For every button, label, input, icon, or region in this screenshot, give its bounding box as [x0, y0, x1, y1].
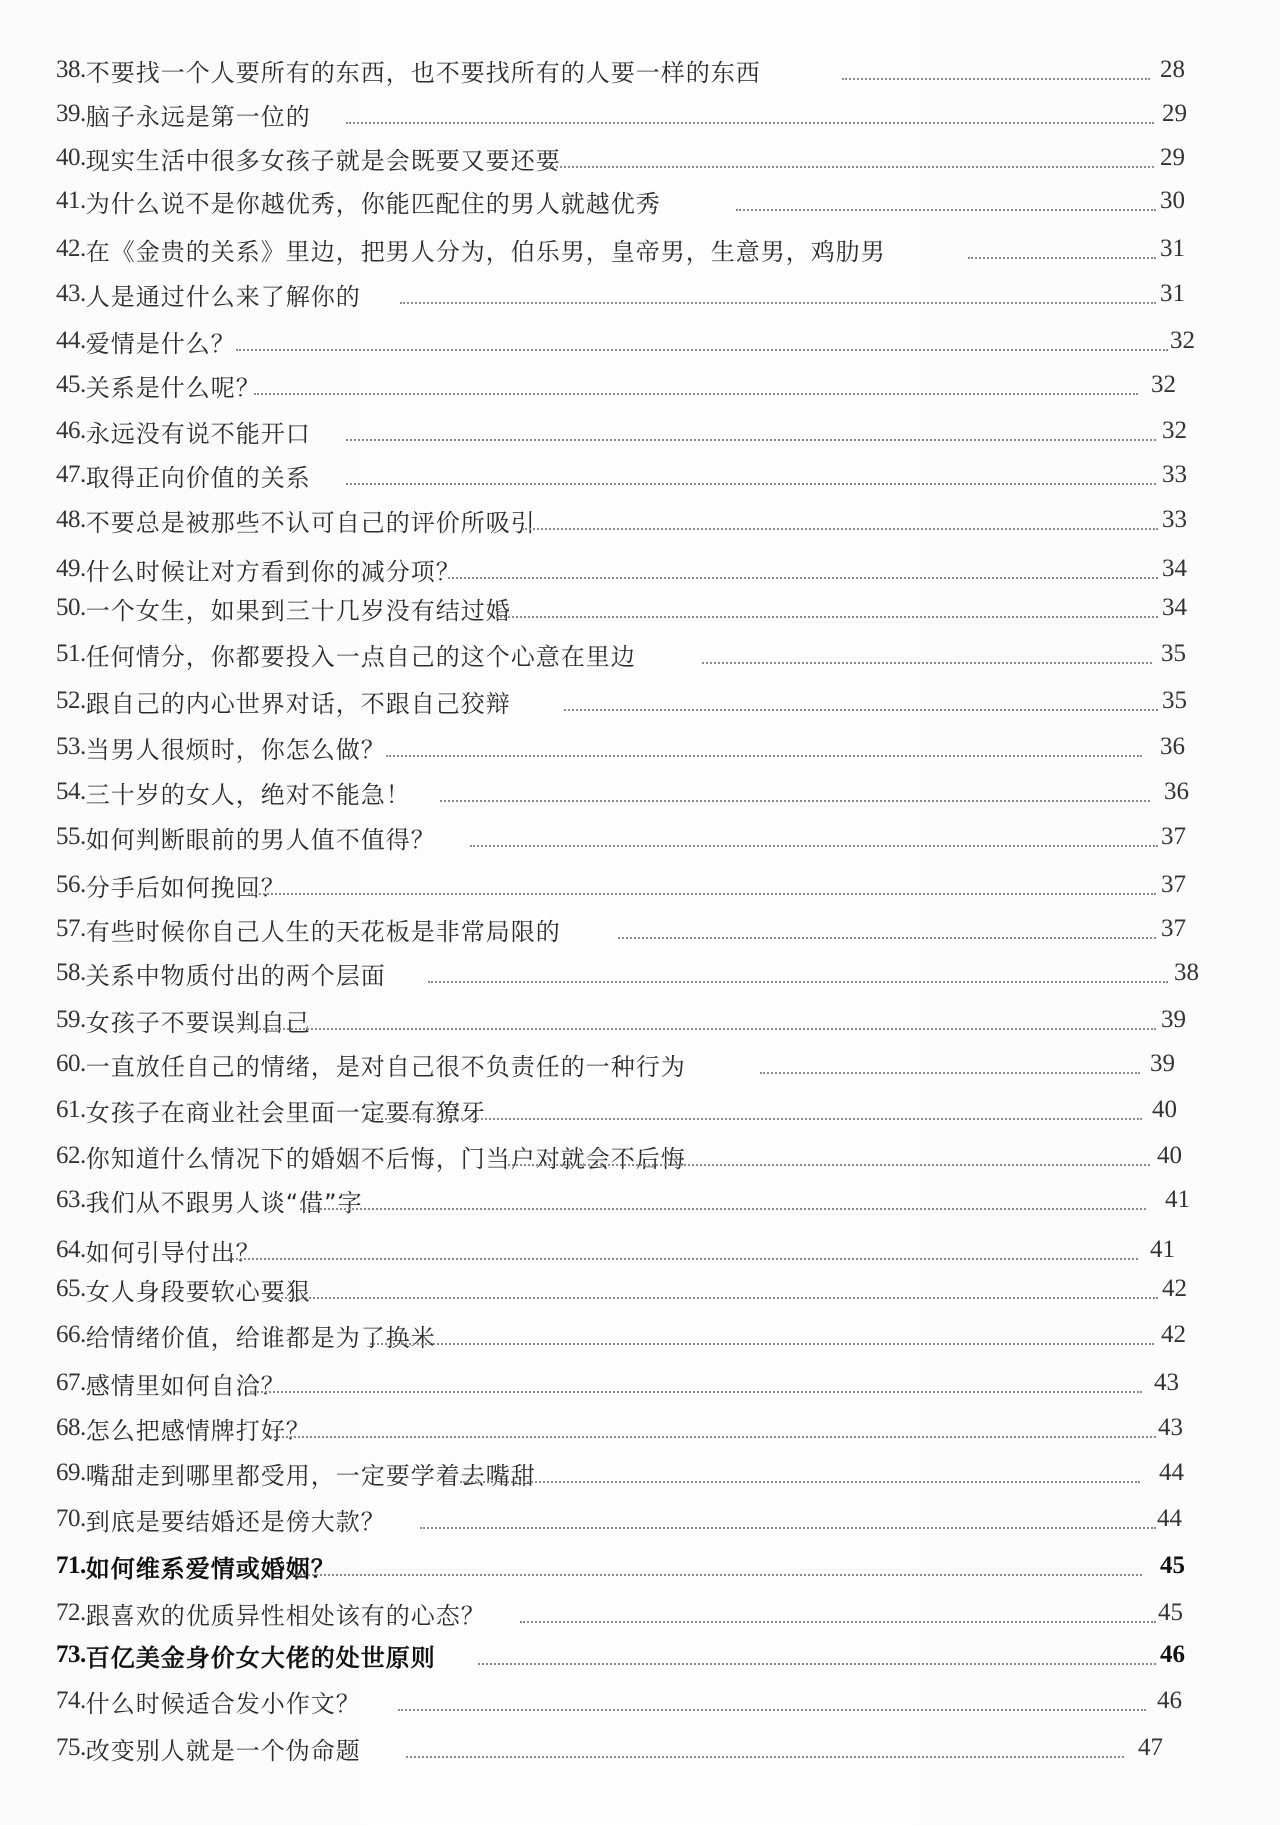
dot-leader	[400, 302, 1156, 304]
toc-entry-title: 跟自己的内心世界对话，不跟自己狡辩	[85, 689, 511, 718]
toc-entry-number: 49.	[56, 555, 86, 582]
dot-leader	[496, 616, 1158, 618]
dot-leader	[508, 1164, 1150, 1166]
toc-entry-number: 52.	[56, 687, 86, 714]
toc-entry-page: 29	[1162, 100, 1187, 127]
toc-entry-75[interactable]	[56, 1730, 361, 1766]
toc-entry-title: 一个女生，如果到三十几岁没有结过婚	[85, 596, 511, 625]
toc-entry-page: 44	[1159, 1459, 1184, 1486]
toc-entry-70[interactable]	[56, 1501, 386, 1537]
toc-entry-title: 不要找一个人要所有的东西，也不要找所有的人要一样的东西	[85, 58, 761, 87]
toc-entry-title: 永远没有说不能开口	[85, 419, 311, 448]
toc-entry-title: 我们从不跟男人谈“借”字	[85, 1188, 363, 1217]
toc-entry-72[interactable]	[56, 1595, 486, 1631]
toc-entry-page: 40	[1157, 1142, 1182, 1169]
toc-entry-63[interactable]	[56, 1182, 363, 1218]
toc-entry-title: 取得正向价值的关系	[85, 463, 311, 492]
dot-leader	[366, 1118, 1142, 1120]
toc-entry-69[interactable]	[56, 1455, 536, 1491]
toc-entry-title: 感情里如何自洽？	[85, 1371, 286, 1400]
toc-entry-page: 45	[1158, 1599, 1183, 1626]
toc-entry-page: 30	[1160, 187, 1185, 214]
toc-entry-page: 32	[1151, 371, 1176, 398]
dot-leader	[448, 577, 1158, 579]
toc-entry-53[interactable]	[56, 729, 386, 765]
toc-entry-number: 62.	[56, 1142, 86, 1169]
toc-entry-title: 什么时候适合发小作文？	[85, 1689, 361, 1718]
toc-entry-page: 42	[1161, 1321, 1186, 1348]
toc-entry-page: 41	[1150, 1236, 1175, 1263]
toc-entry-title: 到底是要结婚还是傍大款？	[85, 1507, 386, 1536]
toc-entry-title: 女孩子不要误判自己	[85, 1008, 311, 1037]
toc-entry-number: 46.	[56, 417, 86, 444]
toc-entry-50[interactable]	[56, 590, 511, 626]
toc-entry-number: 61.	[56, 1096, 86, 1123]
toc-entry-page: 41	[1165, 1186, 1190, 1213]
dot-leader	[254, 393, 1138, 395]
toc-entry-52[interactable]	[56, 683, 511, 719]
toc-entry-number: 54.	[56, 778, 86, 805]
toc-entry-page: 42	[1162, 1275, 1187, 1302]
toc-entry-number: 51.	[56, 640, 86, 667]
toc-entry-page: 38	[1174, 959, 1199, 986]
toc-entry-page: 43	[1158, 1414, 1183, 1441]
toc-entry-page: 46	[1160, 1641, 1185, 1668]
toc-entry-page: 39	[1150, 1050, 1175, 1077]
toc-entry-number: 56.	[56, 871, 86, 898]
toc-entry-page: 31	[1160, 280, 1185, 307]
toc-entry-page: 39	[1161, 1006, 1186, 1033]
toc-entry-44[interactable]	[56, 323, 236, 359]
toc-entry-page: 36	[1160, 733, 1185, 760]
toc-entry-48[interactable]	[56, 502, 536, 538]
toc-entry-page: 46	[1157, 1687, 1182, 1714]
toc-entry-number: 57.	[56, 915, 86, 942]
toc-entry-title: 如何维系爱情或婚姻？	[85, 1554, 336, 1583]
toc-entry-page: 37	[1161, 823, 1186, 850]
toc-entry-title: 跟喜欢的优质异性相处该有的心态？	[85, 1601, 486, 1630]
toc-entry-number: 40.	[56, 144, 86, 171]
toc-entry-title: 关系是什么呢？	[85, 373, 261, 402]
toc-entry-title: 百亿美金身价女大佬的处世原则	[85, 1643, 436, 1672]
toc-entry-55[interactable]	[56, 819, 436, 855]
dot-leader	[250, 1391, 1142, 1393]
toc-entry-page: 37	[1161, 915, 1186, 942]
toc-entry-56[interactable]	[56, 867, 286, 903]
toc-entry-title: 女人身段要软心要狠	[85, 1277, 311, 1306]
toc-entry-title: 不要总是被那些不认可自己的评价所吸引	[85, 508, 536, 537]
toc-entry-51[interactable]	[56, 636, 636, 672]
toc-entry-page: 43	[1154, 1369, 1179, 1396]
toc-entry-49[interactable]	[56, 551, 461, 587]
toc-entry-40[interactable]	[56, 140, 561, 176]
toc-entry-page: 31	[1160, 235, 1185, 262]
toc-entry-number: 43.	[56, 280, 86, 307]
toc-entry-page: 44	[1157, 1505, 1182, 1532]
toc-entry-page: 28	[1160, 56, 1185, 83]
dot-leader	[228, 1258, 1138, 1260]
toc-entry-title: 如何判断眼前的男人值不值得？	[85, 825, 436, 854]
toc-entry-page: 32	[1170, 327, 1195, 354]
dot-leader	[346, 483, 1156, 485]
toc-entry-number: 50.	[56, 594, 86, 621]
toc-entry-57[interactable]	[56, 911, 561, 947]
toc-entry-page: 29	[1160, 144, 1185, 171]
dot-leader	[460, 1481, 1140, 1483]
dot-leader	[702, 662, 1152, 664]
toc-entry-47[interactable]	[56, 457, 311, 493]
toc-entry-page: 32	[1162, 417, 1187, 444]
toc-entry-title: 你知道什么情况下的婚姻不后悔，门当户对就会不后悔	[85, 1144, 686, 1173]
dot-leader	[398, 1709, 1146, 1711]
toc-entry-73[interactable]	[56, 1637, 436, 1673]
toc-entry-title: 女孩子在商业社会里面一定要有獠牙	[85, 1098, 486, 1127]
toc-entry-number: 55.	[56, 823, 86, 850]
toc-entry-number: 44.	[56, 327, 86, 354]
toc-entry-number: 60.	[56, 1050, 86, 1077]
toc-entry-number: 74.	[56, 1687, 86, 1714]
toc-entry-64[interactable]	[56, 1232, 261, 1268]
dot-leader	[564, 709, 1158, 711]
dot-leader	[300, 1208, 1146, 1210]
toc-entry-60[interactable]	[56, 1046, 686, 1082]
toc-entry-title: 当男人很烦时，你怎么做？	[85, 735, 386, 764]
toc-entry-page: 36	[1164, 778, 1189, 805]
toc-entry-title: 怎么把感情牌打好？	[85, 1416, 311, 1445]
toc-entry-title: 为什么说不是你越优秀，你能匹配住的男人就越优秀	[85, 189, 661, 218]
toc-entry-58[interactable]	[56, 955, 386, 991]
toc-entry-66[interactable]	[56, 1317, 436, 1353]
toc-entry-number: 75.	[56, 1734, 86, 1761]
toc-entry-page: 45	[1160, 1552, 1185, 1579]
toc-entry-page: 34	[1162, 555, 1187, 582]
toc-entry-page: 37	[1161, 871, 1186, 898]
toc-entry-number: 47.	[56, 461, 86, 488]
toc-entry-38[interactable]	[56, 52, 761, 88]
toc-entry-39[interactable]	[56, 96, 311, 132]
dot-leader	[522, 528, 1158, 530]
toc-entry-54[interactable]	[56, 774, 411, 810]
toc-entry-61[interactable]	[56, 1092, 486, 1128]
dot-leader	[440, 800, 1150, 802]
toc-entry-title: 关系中物质付出的两个层面	[85, 961, 386, 990]
toc-entry-71[interactable]	[56, 1548, 336, 1584]
toc-entry-number: 70.	[56, 1505, 86, 1532]
toc-entry-number: 73.	[56, 1641, 86, 1668]
dot-leader	[292, 1574, 1142, 1576]
dot-leader	[266, 1436, 1156, 1438]
toc-entry-page: 35	[1161, 640, 1186, 667]
toc-entry-number: 66.	[56, 1321, 86, 1348]
toc-entry-number: 71.	[56, 1552, 86, 1579]
toc-entry-number: 58.	[56, 959, 86, 986]
toc-entry-title: 如何引导付出？	[85, 1238, 261, 1267]
dot-leader	[248, 893, 1156, 895]
toc-entry-46[interactable]	[56, 413, 311, 449]
dot-leader	[420, 1527, 1156, 1529]
toc-entry-number: 59.	[56, 1006, 86, 1033]
dot-leader	[346, 439, 1156, 441]
toc-entry-number: 45.	[56, 371, 86, 398]
toc-entry-title: 任何情分，你都要投入一点自己的这个心意在里边	[85, 642, 636, 671]
dot-leader	[736, 209, 1156, 211]
toc-entry-67[interactable]	[56, 1365, 286, 1401]
toc-entry-number: 67.	[56, 1369, 86, 1396]
toc-entry-title: 给情绪价值，给谁都是为了换米	[85, 1323, 436, 1352]
toc-entry-number: 69.	[56, 1459, 86, 1486]
dot-leader	[270, 1297, 1158, 1299]
toc-entry-title: 分手后如何挽回？	[85, 873, 286, 902]
dot-leader	[346, 122, 1154, 124]
toc-entry-number: 63.	[56, 1186, 86, 1213]
toc-entry-page: 40	[1152, 1096, 1177, 1123]
toc-entry-62[interactable]	[56, 1138, 686, 1174]
toc-entry-68[interactable]	[56, 1410, 311, 1446]
dot-leader	[520, 1621, 1156, 1623]
toc-entry-page: 33	[1162, 506, 1187, 533]
toc-entry-title: 现实生活中很多女孩子就是会既要又要还要	[85, 146, 561, 175]
dot-leader	[842, 78, 1150, 80]
toc-entry-number: 64.	[56, 1236, 86, 1263]
dot-leader	[470, 845, 1158, 847]
toc-entry-45[interactable]	[56, 367, 261, 403]
toc-entry-number: 65.	[56, 1275, 86, 1302]
toc-entry-number: 72.	[56, 1599, 86, 1626]
toc-entry-41[interactable]	[56, 183, 661, 219]
dot-leader	[428, 981, 1168, 983]
toc-entry-page: 34	[1162, 594, 1187, 621]
dot-leader	[478, 1663, 1156, 1665]
toc-entry-title: 在《金贵的关系》里边，把男人分为，伯乐男，皇帝男，生意男，鸡肋男	[85, 237, 886, 266]
toc-entry-number: 53.	[56, 733, 86, 760]
toc-entry-title: 三十岁的女人，绝对不能急！	[85, 780, 411, 809]
dot-leader	[548, 166, 1154, 168]
dot-leader	[618, 937, 1156, 939]
toc-entry-page: 35	[1162, 687, 1187, 714]
toc-entry-74[interactable]	[56, 1683, 361, 1719]
toc-entry-43[interactable]	[56, 276, 361, 312]
toc-entry-title: 嘴甜走到哪里都受用，一定要学着去嘴甜	[85, 1461, 536, 1490]
dot-leader	[240, 1028, 1156, 1030]
toc-entry-title: 什么时候让对方看到你的减分项？	[85, 557, 461, 586]
toc-entry-number: 42.	[56, 235, 86, 262]
dot-leader	[406, 1756, 1124, 1758]
toc-entry-42[interactable]	[56, 231, 886, 267]
toc-entry-59[interactable]	[56, 1002, 311, 1038]
dot-leader	[386, 755, 1142, 757]
toc-entry-number: 68.	[56, 1414, 86, 1441]
toc-entry-page: 33	[1162, 461, 1187, 488]
dot-leader	[236, 349, 1168, 351]
toc-entry-title: 爱情是什么？	[85, 329, 236, 358]
toc-entry-title: 有些时候你自己人生的天花板是非常局限的	[85, 917, 561, 946]
dot-leader	[968, 257, 1156, 259]
toc-entry-title: 改变别人就是一个伪命题	[85, 1736, 361, 1765]
toc-entry-number: 48.	[56, 506, 86, 533]
toc-entry-number: 38.	[56, 56, 86, 83]
toc-entry-number: 41.	[56, 187, 86, 214]
toc-entry-number: 39.	[56, 100, 86, 127]
dot-leader	[760, 1072, 1140, 1074]
toc-entry-title: 一直放任自己的情绪，是对自己很不负责任的一种行为	[85, 1052, 686, 1081]
toc-entry-65[interactable]	[56, 1271, 311, 1307]
toc-entry-title: 人是通过什么来了解你的	[85, 282, 361, 311]
toc-entry-page: 47	[1138, 1734, 1163, 1761]
toc-entry-title: 脑子永远是第一位的	[85, 102, 311, 131]
dot-leader	[370, 1343, 1154, 1345]
